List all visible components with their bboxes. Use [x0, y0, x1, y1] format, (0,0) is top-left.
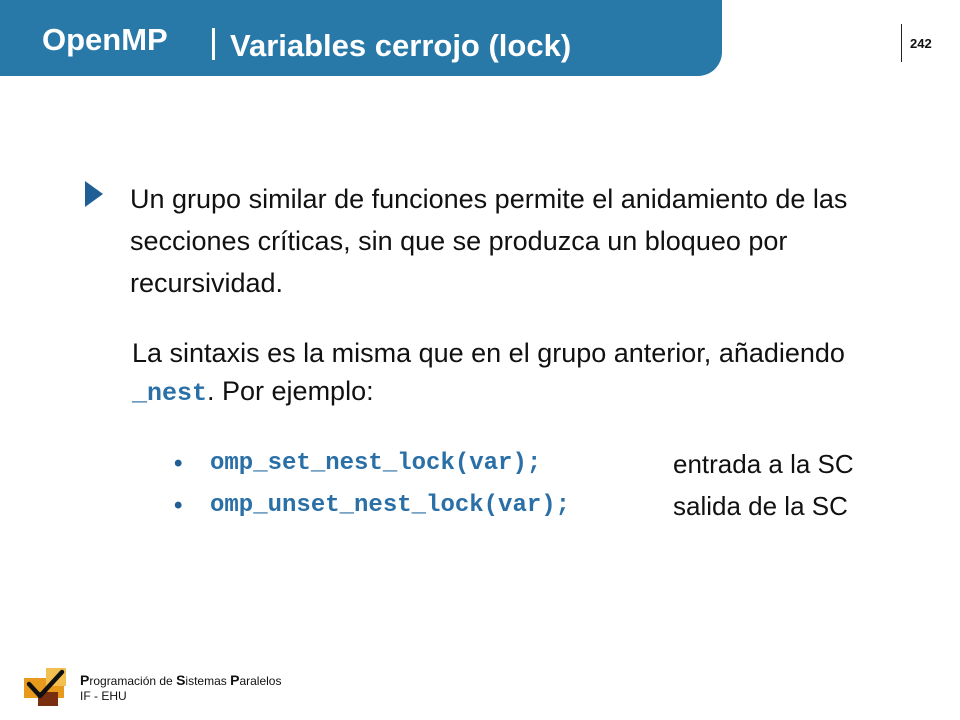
- footer-course-name: [80, 672, 281, 688]
- footer-word: de: [159, 674, 177, 688]
- footer-word: istemas: [185, 674, 231, 688]
- bullet-icon: •: [174, 492, 183, 519]
- bullet-icon: •: [174, 450, 183, 477]
- function-description: entrada a la SC: [673, 449, 854, 479]
- syntax-paragraph: [132, 334, 892, 413]
- triangle-bullet-icon: [85, 181, 103, 207]
- page-number-separator: [901, 24, 902, 62]
- header-title: OpenMP: [42, 22, 168, 57]
- function-code: omp_unset_nest_lock(var);: [210, 492, 571, 519]
- footer-word: rogramación: [89, 674, 160, 688]
- course-logo-icon: [24, 666, 70, 708]
- footer-initial: S: [176, 672, 186, 688]
- syntax-paragraph-end: . Por ejemplo:: [207, 376, 374, 406]
- main-paragraph: Un grupo similar de funciones permite el anidamiento de las secciones críticas, sin que se produzca un bloqueo por recursividad.: [130, 184, 848, 298]
- footer-word: aralelos: [239, 674, 282, 688]
- page-number: 242: [910, 36, 932, 51]
- header-separator: [212, 28, 215, 60]
- slide-title: Variables cerrojo (lock): [230, 28, 572, 63]
- footer-initial: P: [230, 672, 240, 688]
- function-description: salida de la SC: [673, 491, 848, 521]
- footer-initial: P: [80, 672, 90, 688]
- function-code: omp_set_nest_lock(var);: [210, 450, 542, 477]
- footer-institution: IF - EHU: [80, 689, 127, 703]
- syntax-paragraph-text: La sintaxis es la misma que en el grupo anterior, añadiendo: [132, 338, 845, 368]
- nest-suffix-code: _nest: [132, 379, 208, 408]
